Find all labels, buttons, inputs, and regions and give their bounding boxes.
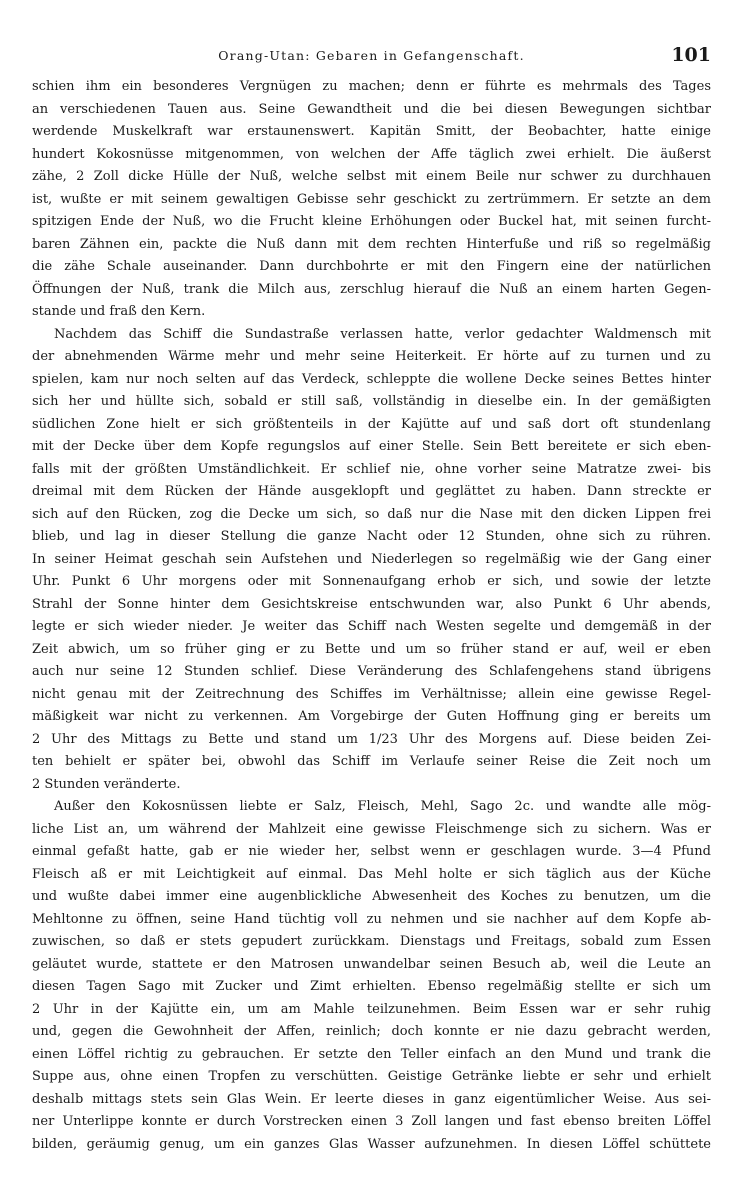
text-line: hundert Kokosnüsse mitgenommen, von welchen der Affe täglich zwei erhielt. Die äußerst <box>32 146 711 162</box>
text-line: und, gegen die Gewohnheit der Affen, reinlich; doch konnte er nie dazu gebracht werden, <box>32 1024 711 1039</box>
text-line: zähe, 2 Zoll dicke Hülle der Nuß, welche selbst mit einem Beile nur schwer zu durchhauen <box>32 169 711 184</box>
text-line: Außer den Kokosnüssen liebte er Salz, Fleisch, Mehl, Sago 2c. und wandte alle mög- <box>54 799 711 814</box>
text-line: Fleisch aß er mit Leichtigkeit auf einmal. Das Mehl holte er sich täglich aus der Küche <box>32 866 711 882</box>
text-line: mäßigkeit war nicht zu verkennen. Am Vorgebirge der Guten Hoffnung ging er bereits um <box>32 709 711 724</box>
text-line: an verschiedenen Tauen aus. Seine Gewandtheit und die bei diesen Bewegungen sichtbar <box>32 101 711 117</box>
text-line: 2 Uhr des Mittags zu Bette und stand um 1/23 Uhr des Morgens auf. Diese beiden Zei- <box>32 731 711 747</box>
text-line: Nachdem das Schiff die Sundastraße verlassen hatte, verlor gedachter Waldmensch mit <box>54 326 711 342</box>
text-line: falls mit der größten Umständlichkeit. Er schlief nie, ohne vorher seine Matratze zwei- bis <box>32 461 711 477</box>
text-line: einmal gefaßt hatte, gab er nie wieder her, selbst wenn er geschlagen wurde. 3—4 Pfund <box>32 844 711 859</box>
text-line: nicht genau mit der Zeitrechnung des Schiffes im Verhältnisse; allein eine gewisse Regel- <box>32 686 711 702</box>
text-line: spitzigen Ende der Nuß, wo die Frucht kleine Erhöhungen oder Buckel hat, mit seinen furcht- <box>32 214 711 229</box>
text-line: ist, wußte er mit seinem gewaltigen Gebisse sehr geschickt zu zertrümmern. Er setzte an dem <box>32 191 711 207</box>
text-line: Öffnungen der Nuß, trank die Milch aus, zerschlug hierauf die Nuß an einem harten Gegen- <box>32 281 711 297</box>
text-line: Strahl der Sonne hinter dem Gesichtskreise entschwunden war, also Punkt 6 Uhr abends, <box>32 596 711 612</box>
body-text <box>32 76 711 1156</box>
text-line: legte er sich wieder nieder. Je weiter das Schiff nach Westen segelte und demgemäß in der <box>32 619 711 634</box>
running-head <box>32 44 711 66</box>
text-line: ner Unterlippe konnte er durch Vorstrecken einen 3 Zoll langen und fast ebenso breiten Löffel <box>32 1114 711 1129</box>
page-number: 101 <box>671 44 711 66</box>
text-line: Suppe aus, ohne einen Tropfen zu verschütten. Geistige Getränke liebte er sehr und erhielt <box>32 1069 711 1084</box>
text-line: diesen Tagen Sago mit Zucker und Zimt erhielten. Ebenso regelmäßig stellte er sich um <box>32 979 711 994</box>
text-line: 2 Stunden veränderte. <box>32 776 181 792</box>
text-line: ten behielt er später bei, obwohl das Schiff im Verlaufe seiner Reise die Zeit noch um <box>32 754 711 769</box>
text-line: 2 Uhr in der Kajütte ein, um am Mahle teilzunehmen. Beim Essen war er sehr ruhig <box>32 1001 711 1017</box>
text-line: südlichen Zone hielt er sich größtenteils in der Kajütte auf und saß dort oft stundenlang <box>32 416 711 432</box>
text-line: Uhr. Punkt 6 Uhr morgens oder mit Sonnenaufgang erhob er sich, und sowie der letzte <box>32 574 711 589</box>
text-line: In seiner Heimat geschah sein Aufstehen und Niederlegen so regelmäßig wie der Gang einer <box>32 551 711 567</box>
text-line: einen Löffel richtig zu gebrauchen. Er setzte den Teller einfach an den Mund und trank die <box>32 1046 711 1062</box>
text-line: sich her und hüllte sich, sobald er still saß, vollständig in dieselbe ein. In der gemäßigten <box>32 394 711 409</box>
text-line: der abnehmenden Wärme mehr und mehr seine Heiterkeit. Er hörte auf zu turnen und zu <box>32 349 711 364</box>
running-title: Orang-Utan: Gebaren in Gefangenschaft. <box>218 48 525 63</box>
text-line: mit der Decke über dem Kopfe regungslos auf einer Stelle. Sein Bett bereitete er sich eben- <box>32 439 711 454</box>
text-line: zuwischen, so daß er stets gepudert zurückkam. Dienstags und Freitags, sobald zum Essen <box>32 934 711 949</box>
text-line: sich auf den Rücken, zog die Decke um sich, so daß nur die Nase mit den dicken Lippen frei <box>32 506 711 522</box>
text-line: die zähe Schale auseinander. Dann durchbohrte er mit den Fingern eine der natürlichen <box>32 259 711 274</box>
text-line: schien ihm ein besonderes Vergnügen zu machen; denn er führte es mehrmals des Tages <box>32 79 711 94</box>
text-line: auch nur seine 12 Stunden schlief. Diese Veränderung des Schlafengehens stand übrigens <box>32 664 711 679</box>
text-line: liche List an, um während der Mahlzeit eine gewisse Fleischmenge sich zu sichern. Was er <box>32 821 711 837</box>
text-line: und wußte dabei immer eine augenblickliche Abwesenheit des Koches zu benutzen, um die <box>32 889 711 904</box>
text-line: Mehltonne zu öffnen, seine Hand tüchtig voll zu nehmen und sie nachher auf dem Kopfe ab- <box>32 911 711 927</box>
text-line: bilden, geräumig genug, um ein ganzes Glas Wasser aufzunehmen. In diesen Löffel schüttete <box>32 1136 711 1152</box>
text-line: werdende Muskelkraft war erstaunenswert. Kapitän Smitt, der Beobachter, hatte einige <box>32 124 711 139</box>
text-line: geläutet wurde, stattete er den Matrosen unwandelbar seinen Besuch ab, weil die Leute an <box>32 956 711 972</box>
text-line: baren Zähnen ein, packte die Nuß dann mit dem rechten Hinterfuße und riß so regelmäßig <box>32 236 711 252</box>
text-line: stande und fraß den Kern. <box>32 304 206 319</box>
text-line: Zeit abwich, um so früher ging er zu Bette und um so früher stand er auf, weil er eben <box>32 641 711 657</box>
text-line: dreimal mit dem Rücken der Hände ausgeklopft und geglättet zu haben. Dann streckte er <box>32 484 711 499</box>
text-line: spielen, kam nur noch selten auf das Verdeck, schleppte die wollene Decke seines Bettes hinter <box>32 371 711 387</box>
text-line: blieb, und lag in dieser Stellung die ganze Nacht oder 12 Stunden, ohne sich zu rühren. <box>32 529 711 544</box>
text-line: deshalb mittags stets sein Glas Wein. Er leerte dieses in ganz eigentümlicher Weise. Aus sei- <box>32 1091 711 1107</box>
